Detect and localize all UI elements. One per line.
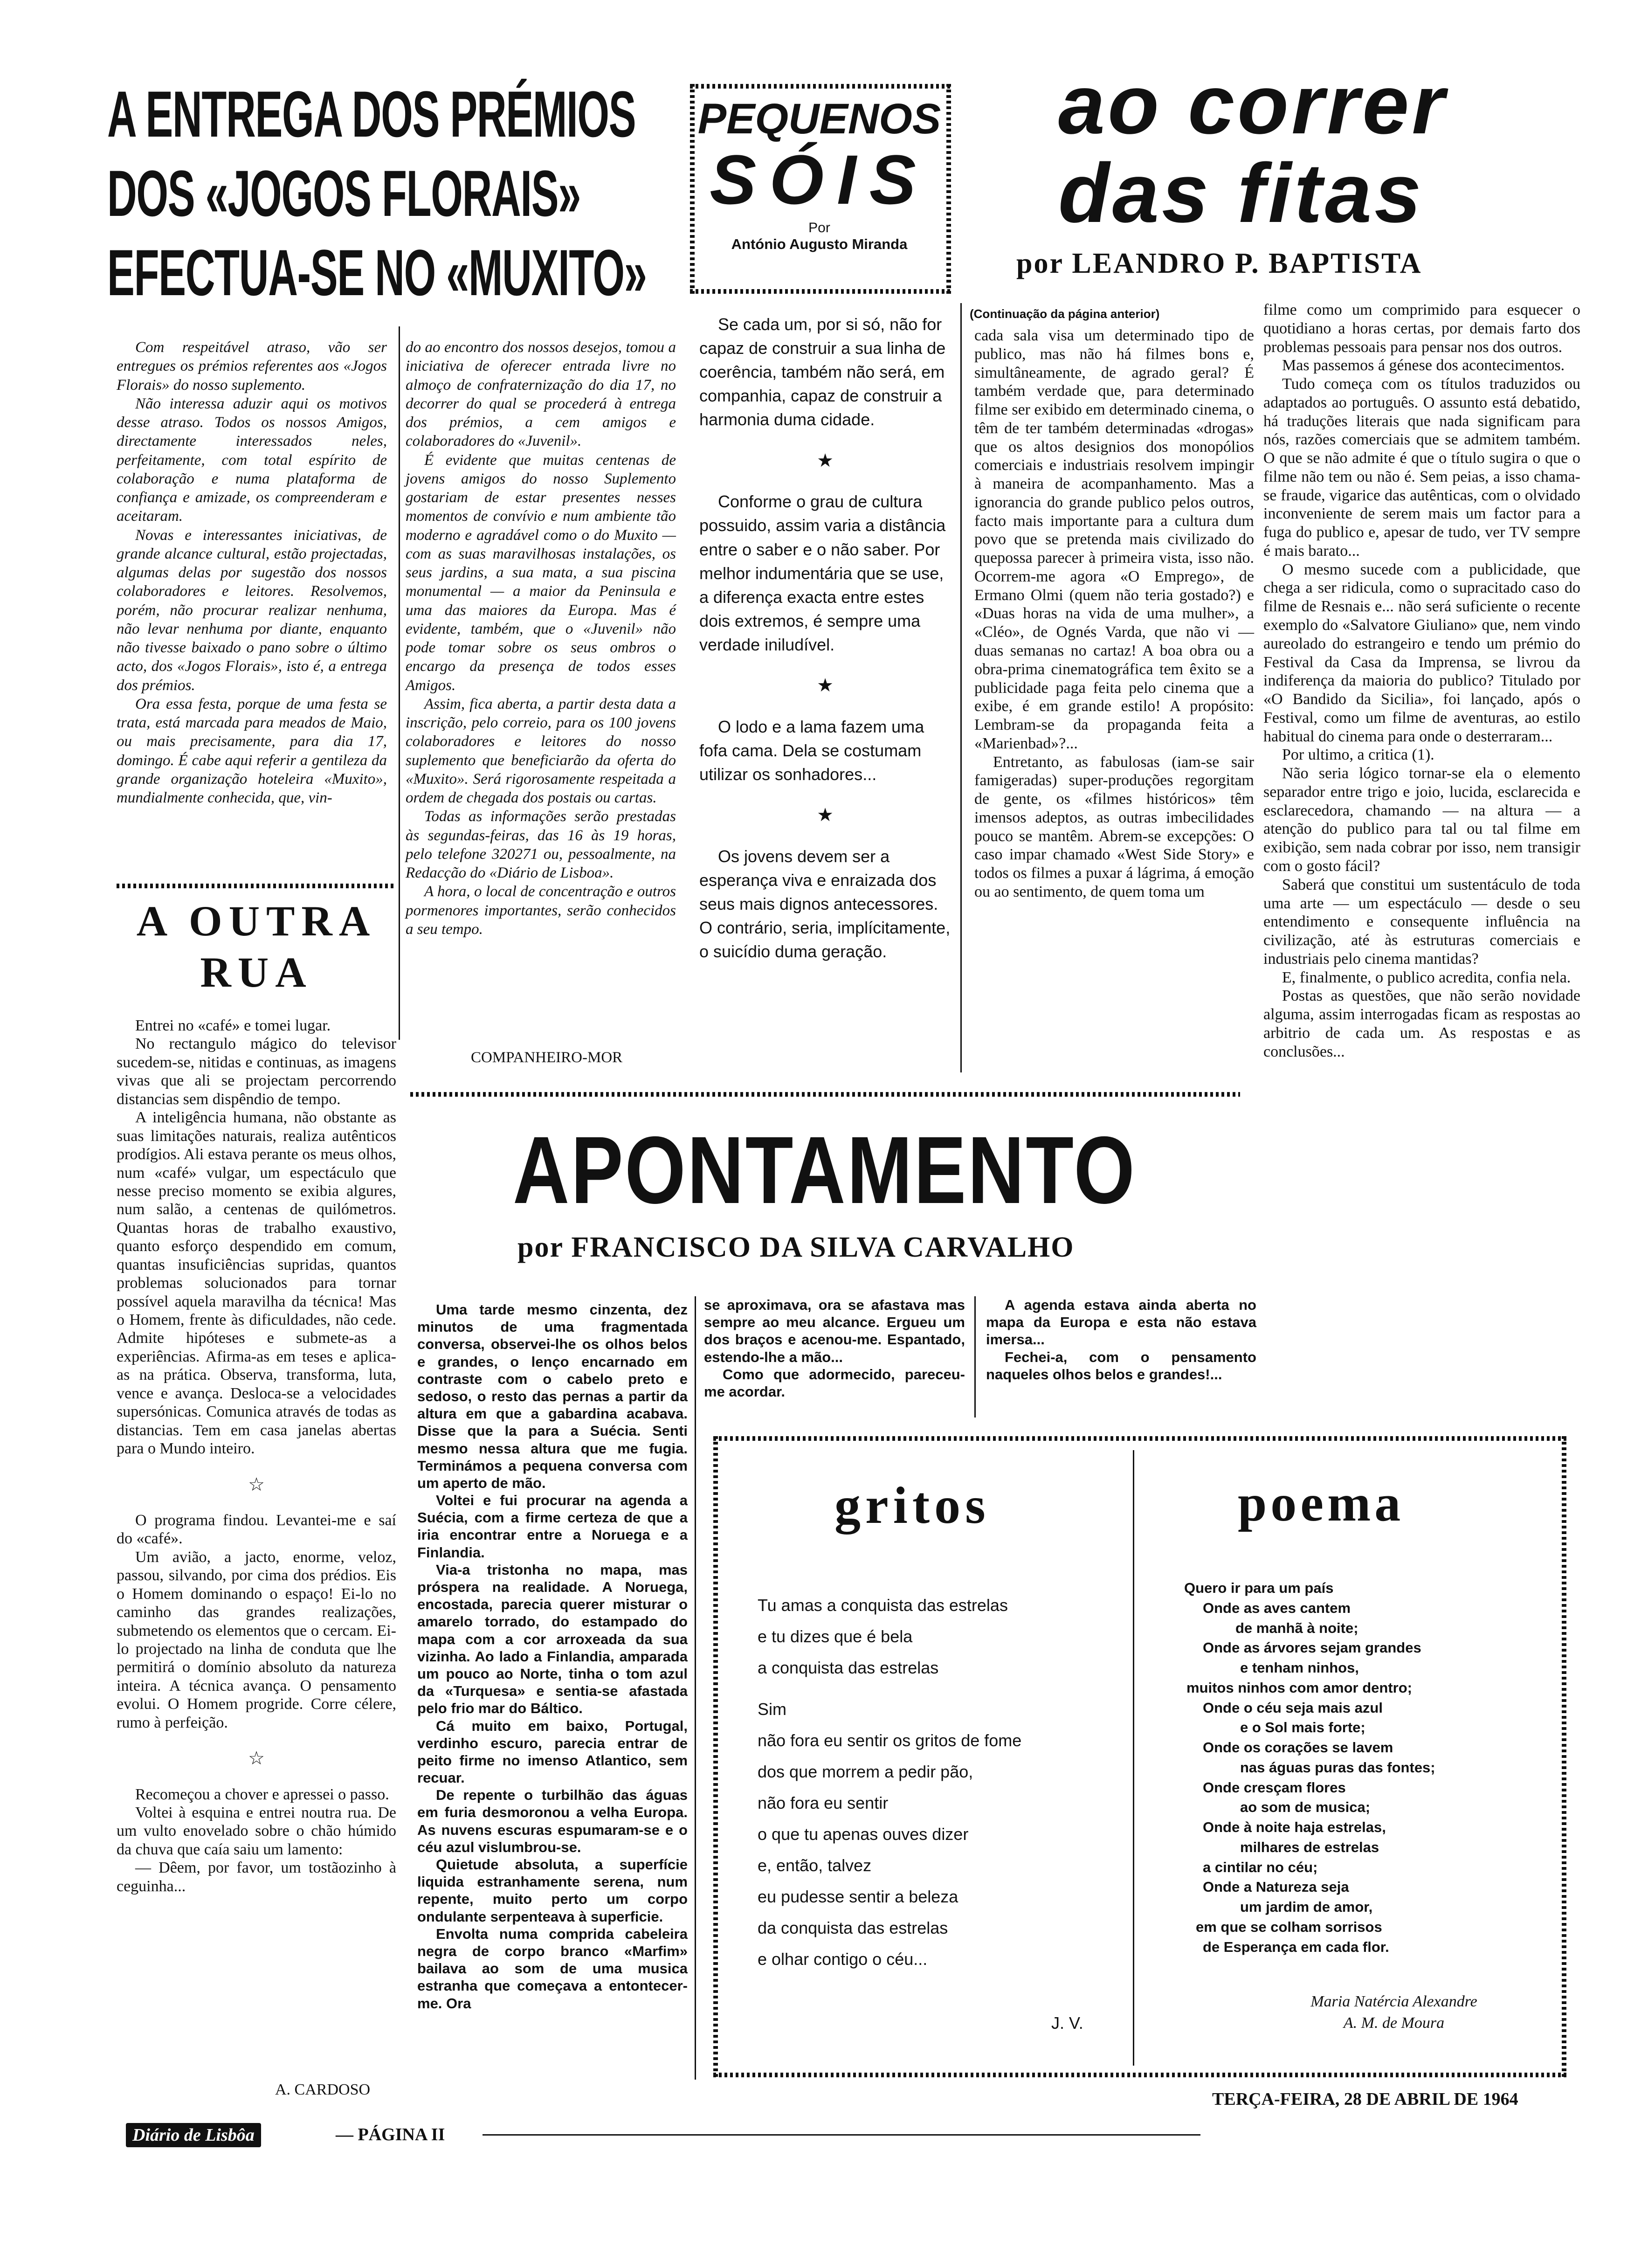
- poema-line: Onde a Natureza seja: [1203, 1879, 1349, 1895]
- column-rule: [695, 1296, 696, 2080]
- apontamento-paragraph: A agenda estava ainda aberta no mapa da Europa e esta não estava imersa...: [986, 1297, 1256, 1348]
- fitas-paragraph: cada sala visa um determinado tipo de publico, mas não há filmes bons e, simultâneamente, de agrado geral? É também verdade que, para determinado filme ser exibido em determinado cinema, o têm de ter também determinadas «drogas» que os altos designios dos monopólios comerciais e industriais resolvem impingir à maneira de acompanhamento. Mas a ignorancia do grande publico pelos outros, facto mais importante para a cultura dum povo que se pretenda mais civilizado do quepossa parecer à primeira vista, isso não. Ocorrem-me agora «O Emprego», de Ermano Olmi (quem não teria gostado?) e «Duas horas na vida de uma mulher», a «Cléo», de Ognés Varda, que não vi — duas semanas no cartaz! A boa obra ou a obra-prima cinematográfica tem êxito se a publicidade paga feita pelo cinema que a exibe, é em grande estilo! A propósito: Lembram-se da propaganda feita a «Marienbad»?...: [974, 327, 1254, 752]
- fitas-title: [1058, 58, 1571, 240]
- pequenos-title-1: PEQUENOS: [697, 95, 941, 143]
- poema-line: Onde à noite haja estrelas,: [1203, 1819, 1386, 1836]
- poems-divider: [1133, 1450, 1134, 2066]
- poema-line: nas águas puras das fontes;: [1240, 1759, 1435, 1776]
- poema-line: em que se colham sorrisos: [1196, 1919, 1382, 1936]
- entrega-paragraph: Não interessa aduzir aqui os motivos desse atraso. Todos os nossos Amigos, directamente interessados neles, perfeitamente, com total espírito de colaboração e numa plataforma de confiança e amizade, os compreenderam e aceitaram.: [117, 395, 387, 525]
- poema-line: Onde as aves cantem: [1203, 1599, 1351, 1616]
- fitas-paragraph: O mesmo sucede com a publicidade, que chega a ser ridicula, como o supracitado caso do filme de Resnais e... não será suficiente o recente exemplo do «Salvatore Giuliano» que, nem vindo aureolado do estrangeiro e tendo um prémio do Festival da Casa da Imprensa, se livrou da indiferença da maioria do publico? Titulado por «O Bandido da Sicilia», foi lançado, após o Festival, como um filme de aventuras, ao estilo habitual do cinema para onde o desterraram...: [1263, 560, 1580, 745]
- poema-poem: [1184, 1578, 1548, 1957]
- column-rule: [399, 326, 400, 1040]
- outra-rua-paragraph: Um avião, a jacto, enorme, veloz, passou, silvando, por cima dos prédios. Eis o Homem dominando o espaço! Ei-lo no caminho das grandes realizações, submetendo os elementos que o cercam. Ei-lo projectado na linha de conduta que lhe permitirá o domínio absoluto da natureza inteira. A técnica avança. O pensamento evolui. O Homem progride. Corre célere, rumo à perfeição.: [117, 1548, 396, 1731]
- poems-frame-bottom: [713, 2073, 1566, 2077]
- fitas-paragraph: Entretanto, as fabulosas (iam-se sair famigeradas) super-produções regorgitam de gente, os «filmes históricos» têm imensos adeptos, as outras imbecilidades pouco se mantêm. Abrem-se excepções: O caso impar chamado «West Side Story» e todos os filmes a puxar á lágrima, á emoção ou ao sentimento, de quem toma um: [974, 753, 1254, 900]
- entrega-paragraph: Assim, fica aberta, a partir desta data a inscrição, pelo correio, para os 100 jovens colaboradores e leitores do nosso suplemento que beneficiarão da oferta do «Muxito». Será rigorosamente respeitada a ordem de chegada dos postais ou cartas.: [406, 695, 676, 806]
- gritos-line: e tu dizes que é bela: [758, 1627, 913, 1646]
- apontamento-paragraph: se aproximava, ora se afastava mas sempre ao meu alcance. Ergueu um dos braços e acenou-me. Espantado, estendo-lhe a mão...: [704, 1297, 965, 1365]
- poema-line: Onde o céu seja mais azul: [1203, 1699, 1383, 1716]
- divider-apontamento-top: [410, 1092, 1240, 1097]
- star-icon: ★: [817, 805, 834, 826]
- entrega-col-1: [117, 338, 387, 807]
- poema-line: Onde cresçam flores: [1203, 1779, 1346, 1796]
- poema-line: muitos ninhos com amor dentro;: [1186, 1679, 1412, 1696]
- apontamento-paragraph: Fechei-a, com o pensamento naqueles olhos belos e grandes!...: [986, 1348, 1256, 1383]
- pequenos-paragraph: Se cada um, por si só, não for capaz de construir a sua linha de coerência, também não será, em companhia, capaz de construir a harmonia duma cidade.: [699, 315, 946, 429]
- gritos-line: não fora eu sentir: [758, 1793, 889, 1812]
- apontamento-paragraph: Cá muito em baixo, Portugal, verdinho escuro, parecia entrar de peito firme no imenso Atlantico, sem recuar.: [417, 1717, 688, 1786]
- outra-rua-paragraph: Voltei à esquina e entrei noutra rua. De um vulto enovelado sobre o chão húmido da chuva que caía saiu um lamento:: [117, 1804, 396, 1858]
- outra-rua-paragraph: Recomeçou a chover e apressei o passo.: [135, 1785, 389, 1803]
- gritos-line: Sim: [758, 1700, 786, 1719]
- star-outline-icon: ☆: [248, 1473, 265, 1495]
- entrega-paragraph: Ora essa festa, porque de uma festa se trata, está marcada para meados de Maio, ou mais precisamente, para dia 17, domingo. É cabe aqui referir a gentileza da grande organização hoteleira «Muxito», mundialmente conhecida, que, vin-: [117, 695, 387, 806]
- gritos-line: e olhar contigo o céu...: [758, 1950, 928, 1969]
- outra-rua-paragraph: No rectangulo mágico do televisor sucedem-se, nitidas e continuas, as imagens vivas que ali se projectam percorrendo distancias sem dispêndio de tempo.: [117, 1035, 396, 1108]
- outra-rua-paragraph: — Dêem, por favor, um tostãozinho à ceguinha...: [117, 1859, 396, 1895]
- pequenos-frame-bottom: [690, 289, 951, 294]
- outra-rua-paragraph: O programa findou. Levantei-me e saí do «café».: [117, 1511, 396, 1548]
- gritos-line: eu pudesse sentir a beleza: [758, 1887, 958, 1906]
- star-icon: ★: [817, 675, 834, 696]
- poema-line: um jardim de amor,: [1240, 1899, 1373, 1915]
- entrega-signature: COMPANHEIRO-MOR: [471, 1049, 623, 1066]
- poema-signature-line-1: Maria Natércia Alexandre: [1310, 1993, 1477, 2010]
- gritos-title: gritos: [834, 1477, 990, 1535]
- footer-paper-logo: [126, 2123, 261, 2147]
- footer-page: — PÁGINA II: [336, 2125, 445, 2144]
- entrega-paragraph: do ao encontro dos nossos desejos, tomou a iniciativa de oferecer entrada livre no almoço de confraternização do dia 17, no decorrer do qual se procederá à entrega dos prémios, a cem amigos e colaboradores do «Juvenil».: [406, 339, 676, 450]
- headline-line-3: EFECTUA-SE NO «MUXITO»: [107, 236, 647, 309]
- poems-frame-top: [713, 1436, 1566, 1441]
- apontamento-paragraph: Envolta numa comprida cabeleira negra de corpo branco «Marfim» bailava ao som de uma musica estranha que começava a entontecer-me. Ora: [417, 1925, 688, 2012]
- column-rule: [974, 1296, 976, 1418]
- entrega-paragraph: Com respeitável atraso, vão ser entregues os prémios referentes aos «Jogos Florais» do nosso suplemento.: [117, 339, 387, 394]
- entrega-paragraph: A hora, o local de concentração e outros pormenores importantes, serão conhecidos a seu tempo.: [406, 883, 676, 938]
- entrega-paragraph: Todas as informações serão prestadas às segundas-feiras, das 16 às 19 horas, pelo telefone 320271 ou, pessoalmente, na Redacção do «Diário de Lisboa».: [406, 808, 676, 881]
- apontamento-paragraph: Uma tarde mesmo cinzenta, dez minutos de uma fragmentada conversa, observei-lhe os olhos belos e grandes, o lenço encarnado em contraste com o cabelo preto e sedoso, o resto das pernas a partir da altura em que a gabardina acabava. Disse que la para a Suécia. Senti mesmo nessa altura que me fugia. Terminámos a pequena conversa com um aperto de mão.: [417, 1301, 688, 1491]
- poema-signature: [1259, 1991, 1529, 2034]
- footer-date: TERÇA-FEIRA, 28 DE ABRIL DE 1964: [1212, 2089, 1518, 2109]
- gritos-line: dos que morrem a pedir pão,: [758, 1762, 973, 1781]
- column-rule: [960, 303, 962, 1072]
- fitas-paragraph: Tudo começa com os títulos traduzidos ou adaptados ao português. O assunto está debatido, há traduções literais que nada significam para nós, razões comerciais que se admitem também. O que se não admite é que o título sugira o que o filme não tem ou não é. Sem peias, a isso chama-se fraude, vigarice das autênticas, com o olvidado inconveniente de serem mais um factor para a fuga do publico e, apesar de tudo, ver TV sempre é mais barato...: [1263, 375, 1580, 560]
- poema-title: poema: [1238, 1474, 1405, 1532]
- pequenos-paragraph: O lodo e a lama fazem uma fofa cama. Dela se costumam utilizar os sonhadores...: [699, 717, 924, 784]
- pequenos-by: Por: [808, 220, 830, 235]
- poema-line: e tenham ninhos,: [1240, 1660, 1359, 1676]
- headline-line-2: DOS «JOGOS FLORAIS»: [107, 157, 581, 230]
- poema-line: milhares de estrelas: [1240, 1839, 1379, 1855]
- fitas-paragraph: Postas as questões, que não serão novidade alguma, assim interrogadas ficam as respostas ao arbitrio de cada um. As respostas e as conclusões...: [1263, 987, 1580, 1060]
- poema-line: Onde os corações se lavem: [1203, 1739, 1393, 1756]
- apontamento-paragraph: De repente o turbilhão das águas em furia desmoronou a velha Europa. As nuvens escuras espumaram-se e o céu azul vislumbrou-se.: [417, 1787, 688, 1855]
- headline-entrega: [107, 79, 676, 308]
- fitas-col-1: [974, 326, 1254, 901]
- fitas-byline: por LEANDRO P. BAPTISTA: [1016, 248, 1422, 279]
- footer-page-label: PÁGINA II: [358, 2125, 445, 2144]
- apontamento-title: APONTAMENTO: [513, 1117, 1137, 1224]
- apontamento-col-1: [417, 1301, 688, 2012]
- outra-rua-title-2: RUA: [200, 948, 313, 996]
- gritos-signature: J. V.: [1051, 2013, 1083, 2033]
- star-outline-icon: ☆: [248, 1748, 265, 1769]
- fitas-title-2: das fitas: [1058, 146, 1424, 240]
- poema-line: Onde as árvores sejam grandes: [1203, 1639, 1421, 1656]
- apontamento-paragraph: Como que adormecido, pareceu-me acordar.: [704, 1366, 965, 1400]
- poema-line: ao som de musica;: [1240, 1799, 1371, 1816]
- apontamento-col-2: [704, 1296, 965, 1400]
- gritos-line: e, então, talvez: [758, 1856, 872, 1875]
- poems-frame-left: [713, 1436, 718, 2077]
- outra-rua-paragraph: Entrei no «café» e tomei lugar.: [135, 1017, 331, 1034]
- fitas-paragraph: Não seria lógico tornar-se ela o elemento separador entre trigo e joio, lucida, esclarecida e esclarecedora, chamando — na altura — a atenção do publico para tal ou tal filme em exibição, sem nada cobrar por isso, nem transigir com o gosto fácil?: [1263, 765, 1580, 875]
- fitas-paragraph: filme como um comprimido para esquecer o quotidiano a horas certas, por demais farto dos problemas pessoais para pensar nos dos outros.: [1263, 301, 1580, 356]
- fitas-continuation: (Continuação da página anterior): [970, 307, 1160, 321]
- apontamento-paragraph: Via-a tristonha no mapa, mas próspera na realidade. A Noruega, encostada, parecia querer misturar o amarelo torrado, do estampado do mapa com a cor arroxeada da sua vizinha. Ao lado a Finlandia, amparada um pouco ao Norte, tinha o tom azul da «Turquesa» e sentia-se afastada pelo frio mar do Báltico.: [417, 1561, 688, 1717]
- apontamento-col-3: [986, 1296, 1256, 1383]
- entrega-paragraph: É evidente que muitas centenas de jovens amigos do nosso Suplemento gostariam de estar presentes nesses momentos de convívio e num ambiente tão moderno e agradável como o do Muxito — com as suas maravilhosas instalações, os seus jardins, a sua mata, a sua piscina monumental — a maior da Peninsula e uma das maiores da Europa. Mas é evidente, também, que o «Juvenil» não pode tomar sobre os seus ombros o encargo da presença de todos esses Amigos.: [406, 451, 676, 694]
- headline-line-1: A ENTREGA DOS PRÉMIOS: [107, 77, 636, 151]
- gritos-line: da conquista das estrelas: [758, 1918, 948, 1937]
- star-icon: ★: [817, 450, 834, 471]
- footer-paper-name: Diário de Lisbôa: [132, 2125, 255, 2145]
- fitas-col-2: [1263, 301, 1580, 1061]
- divider-entrega: [117, 884, 396, 888]
- apontamento-paragraph: Voltei e fui procurar na agenda a Suécia, com a firme certeza de que a iria encontrar entre a Noruega e a Finlandia.: [417, 1492, 688, 1561]
- apontamento-paragraph: Quietude absoluta, a superfície liquida estranhamente serena, num repente, muito perto um corpo ondulante serpenteava à superficie.: [417, 1856, 688, 1925]
- pequenos-title-2: SÓIS: [710, 140, 929, 219]
- pequenos-paragraph: Os jovens devem ser a esperança viva e enraizada dos seus mais dignos antecessores. O contrário, seria, implícitamente, o suicídio duma geração.: [699, 847, 951, 961]
- poema-line: Quero ir para um país: [1184, 1580, 1334, 1596]
- outra-rua-title-1: A OUTRA: [136, 897, 377, 945]
- outra-rua-signature: A. CARDOSO: [275, 2081, 371, 2098]
- pequenos-author: António Augusto Miranda: [731, 236, 908, 252]
- poema-signature-line-2: A. M. de Moura: [1343, 2014, 1445, 2032]
- pequenos-frame-left: [690, 84, 695, 294]
- gritos-line: não fora eu sentir os gritos de fome: [758, 1731, 1022, 1750]
- outra-rua-paragraph: A inteligência humana, não obstante as suas limitações naturais, realiza autênticos prodígios. Ali estava perante os meus olhos, num «café» vulgar, um espectáculo que nesse preciso momento se exibia algures, num salão, a centenas de quilómetros. Quantas horas de trabalho exaustivo, quanto esforço despendido em comum, quantas insuficiências supridas, quantos problemas solucionados para tornar possível aquela maravilha da técnica! Mas o Homem, frente às dificuldades, não cede. Admite hipóteses e submete-as a experiências. Afirma-as em teses e aplica-as na prática. Observa, transforma, luta, vence e avança. Desloca-se a velocidades supersónicas. Comunica através de todas as distancias. Tem em casa janelas abertas para o Mundo inteiro.: [117, 1109, 396, 1458]
- poems-frame-right: [1562, 1436, 1566, 2077]
- entrega-paragraph: Novas e interessantes iniciativas, de grande alcance cultural, estão projectadas, algumas delas por sugestão dos nossos colaboradores e leitores. Resolvemos, porém, não procurar realizar nenhuma, não levar nenhuma por diante, enquanto não tivesse baixado o pano sobre o último acto, dos «Jogos Florais», isto é, a entrega dos prémios.: [117, 526, 387, 694]
- pequenos-sois-text: [699, 312, 951, 964]
- poema-line: e o Sol mais forte;: [1240, 1719, 1365, 1736]
- fitas-paragraph: E, finalmente, o publico acredita, confia nela.: [1282, 968, 1571, 986]
- poema-line: de manhã à noite;: [1235, 1619, 1358, 1636]
- poema-line: a cintilar no céu;: [1203, 1859, 1318, 1875]
- gritos-poem: [758, 1595, 1121, 1980]
- fitas-paragraph: Mas passemos á génese dos acontecimentos.: [1282, 357, 1565, 374]
- footer-rule: [483, 2134, 1200, 2136]
- gritos-line: a conquista das estrelas: [758, 1658, 939, 1677]
- pequenos-paragraph: Conforme o grau de cultura possuido, assim varia a distância entre o saber e o não saber. Por melhor indumentária que se use, a diferença exacta entre estes dois extremos, é sempre uma verdade iniludível.: [699, 492, 946, 654]
- entrega-col-2: [406, 338, 676, 939]
- gritos-line: Tu amas a conquista das estrelas: [758, 1596, 1008, 1615]
- fitas-paragraph: Saberá que constitui um sustentáculo de toda uma arte — um espectáculo — desde o seu entendimento e consequente influência na civilização, até às estruturas comerciais e industriais pelo cinema mantidas?: [1263, 876, 1580, 968]
- pequenos-frame-top: [690, 84, 951, 89]
- outra-rua-title: [117, 895, 396, 998]
- pequenos-sois-title: [697, 93, 942, 253]
- pequenos-frame-right: [946, 84, 951, 294]
- fitas-paragraph: Por ultimo, a critica (1).: [1282, 746, 1434, 764]
- outra-rua-text: [117, 1016, 396, 1895]
- poema-line: de Esperança em cada flor.: [1203, 1938, 1389, 1955]
- fitas-title-1: ao correr: [1058, 58, 1448, 152]
- gritos-line: o que tu apenas ouves dizer: [758, 1825, 969, 1844]
- apontamento-byline: por FRANCISCO DA SILVA CARVALHO: [517, 1231, 1075, 1263]
